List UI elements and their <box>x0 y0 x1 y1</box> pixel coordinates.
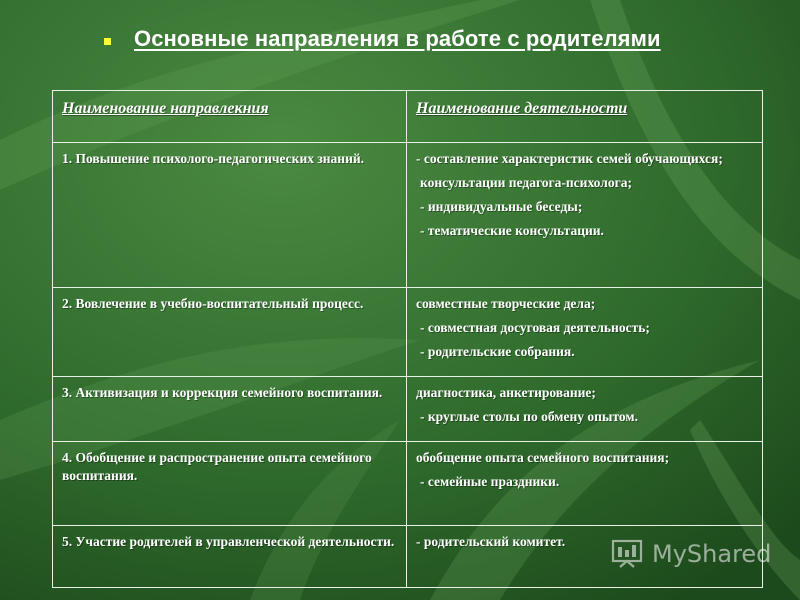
activity-item: - тематические консультации. <box>420 223 604 238</box>
table-header-row <box>53 91 763 143</box>
presentation-icon <box>610 537 644 571</box>
table-row <box>53 442 763 526</box>
slide-title: Основные направления в работе с родителями <box>134 26 661 51</box>
direction-cell: 1. Повышение психолого-педагогических знаний. <box>53 143 407 288</box>
table-row <box>53 288 763 377</box>
activity-item: - родительские собрания. <box>420 344 575 359</box>
watermark <box>610 534 771 574</box>
activity-item: - родительский комитет. <box>416 534 566 549</box>
activity-item: - составление характеристик семей обучающихся; <box>416 151 723 166</box>
activity-item: - круглые столы по обмену опытом. <box>420 409 638 424</box>
table-row <box>53 377 763 442</box>
activity-item: - совместная досуговая деятельность; <box>420 320 650 335</box>
bullet-square-icon <box>104 38 111 45</box>
activity-item: обобщение опыта семейного воспитания; <box>416 450 670 465</box>
direction-cell: 4. Обобщение и распространение опыта семейного воспитания. <box>53 442 407 526</box>
activity-item: консультации педагога-психолога; <box>420 175 632 190</box>
header-activity: Наименование деятельности <box>407 91 763 143</box>
activity-item: - индивидуальные беседы; <box>420 199 583 214</box>
watermark-text: MyShared <box>652 540 772 568</box>
activity-item: - семейные праздники. <box>420 474 560 489</box>
activity-cell <box>407 442 763 526</box>
direction-cell: 5. Участие родителей в управленческой деятельности. <box>53 526 407 588</box>
activity-cell <box>407 377 763 442</box>
activity-item: диагностика, анкетирование; <box>416 385 596 400</box>
activity-cell <box>407 143 763 288</box>
header-direction: Наименование направлекния <box>53 91 407 143</box>
directions-table <box>52 90 763 588</box>
direction-cell: 2. Вовлечение в учебно-воспитательный процесс. <box>53 288 407 377</box>
slide-title-row <box>104 22 661 56</box>
direction-cell: 3. Активизация и коррекция семейного воспитания. <box>53 377 407 442</box>
activity-item: совместные творческие дела; <box>416 296 596 311</box>
table-row <box>53 143 763 288</box>
activity-cell <box>407 288 763 377</box>
